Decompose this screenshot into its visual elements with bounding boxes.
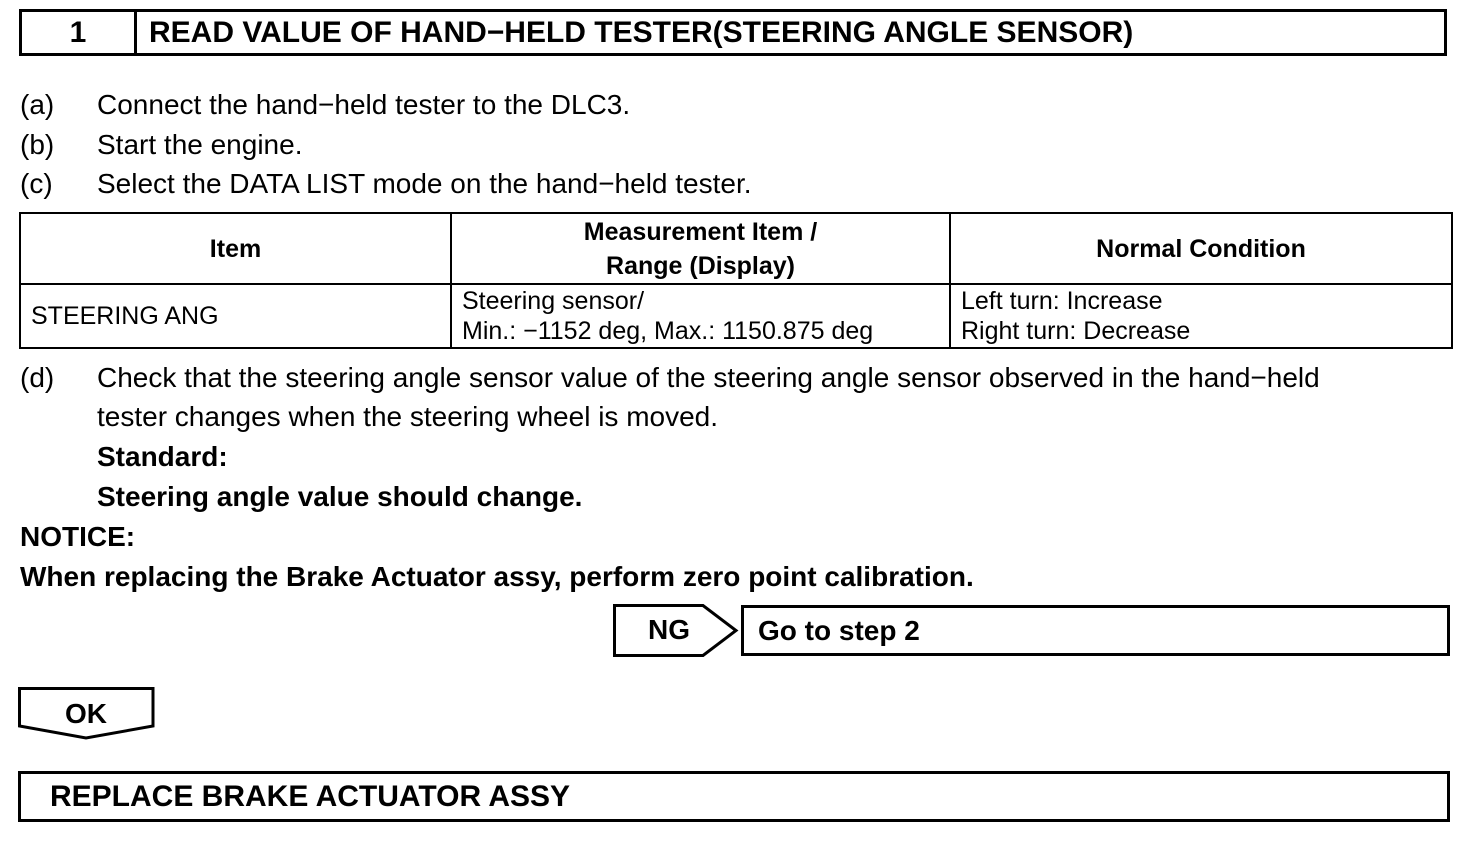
standard-value: Steering angle value should change. (97, 481, 583, 512)
procedure-marker-c: (c) (20, 168, 53, 199)
data-list-table (19, 212, 1453, 349)
cell-normal-condition: Left turn: Increase Right turn: Decrease (950, 284, 1452, 348)
column-header-normal-condition: Normal Condition (950, 213, 1452, 284)
notice-label: NOTICE: (20, 521, 136, 552)
notice-text: When replacing the Brake Actuator assy, perform zero point calibration. (20, 561, 974, 592)
procedure-text-c: Select the DATA LIST mode on the hand−held tester. (97, 168, 752, 199)
ng-result-box: Go to step 2 (741, 605, 1450, 656)
cell-measurement: Steering sensor/ Min.: −1152 deg, Max.: 1150.875 deg (451, 284, 950, 348)
cell-item: STEERING ANG (20, 284, 451, 348)
procedure-marker-d: (d) (20, 362, 55, 393)
column-header-measurement: Measurement Item / Range (Display) (451, 213, 950, 284)
procedure-text-b: Start the engine. (97, 129, 303, 160)
procedure-text-d-line1: Check that the steering angle sensor value of the steering angle sensor observed in the hand−held (97, 362, 1320, 393)
procedure-marker-a: (a) (20, 89, 55, 120)
procedure-text-a: Connect the hand−held tester to the DLC3. (97, 89, 631, 120)
final-action-box: REPLACE BRAKE ACTUATOR ASSY (18, 771, 1450, 822)
table-row (20, 284, 1452, 348)
step-number: 1 (22, 12, 137, 53)
table-header-row (20, 213, 1452, 284)
standard-label: Standard: (97, 441, 228, 472)
step-header (19, 9, 1447, 56)
procedure-marker-b: (b) (20, 129, 55, 160)
column-header-item: Item (20, 213, 451, 284)
ok-label: OK (65, 698, 107, 729)
step-title: READ VALUE OF HAND−HELD TESTER(STEERING ANGLE SENSOR) (149, 16, 1134, 49)
ng-label: NG (648, 614, 690, 645)
procedure-text-d-line2: tester changes when the steering wheel is moved. (97, 401, 719, 432)
